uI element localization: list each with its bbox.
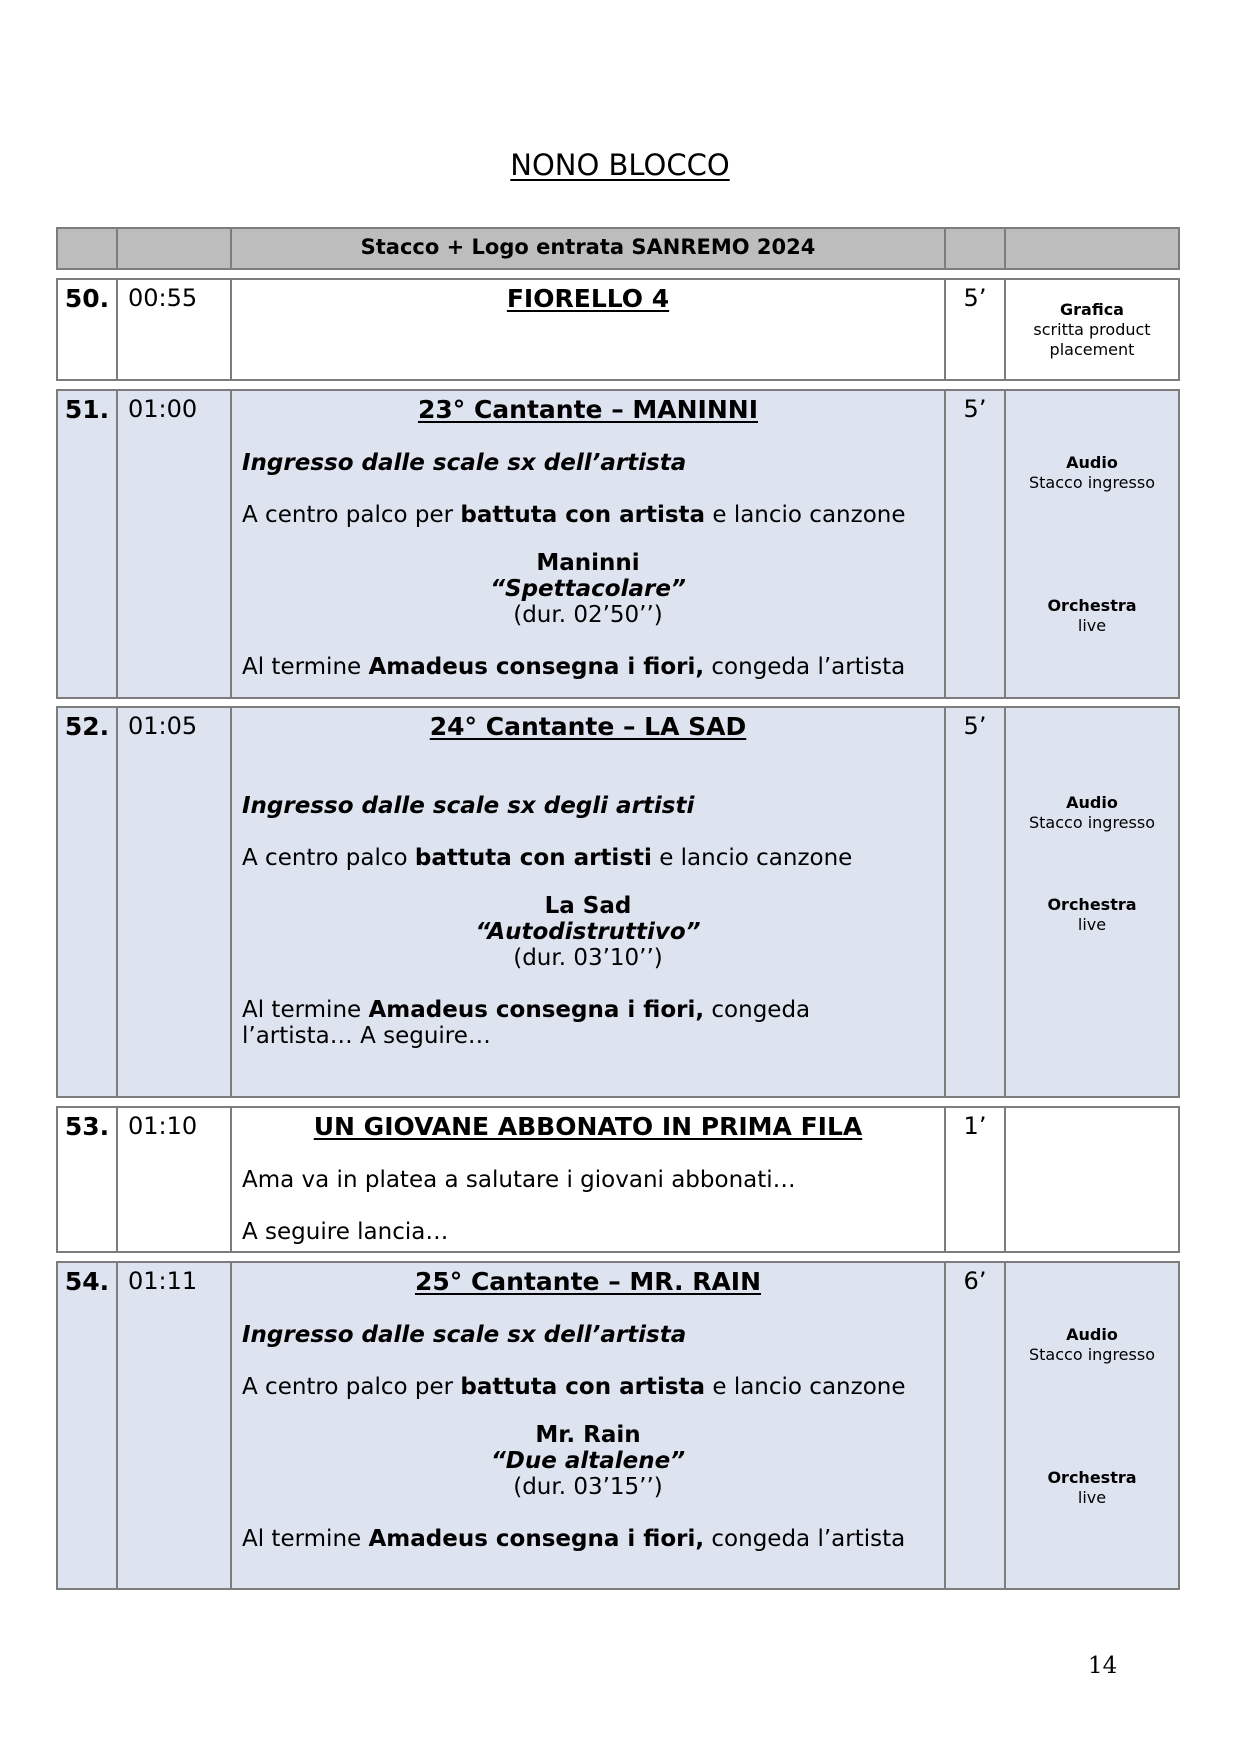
side-note-audio: Audio Stacco ingresso [1029, 453, 1155, 492]
rundown-row [56, 1261, 1180, 1590]
side-note-audio: Audio Stacco ingresso [1029, 793, 1155, 832]
row-time: 01:11 [117, 1262, 231, 1589]
row-duration: 1’ [945, 1107, 1005, 1252]
row-number: 50. [57, 279, 117, 380]
stage-note: A centro palco per battuta con artista e lancio canzone [242, 502, 906, 528]
row-duration: 5’ [945, 390, 1005, 698]
end-note: Al termine Amadeus consegna i fiori, congeda l’artista… A seguire… [242, 997, 811, 1049]
row-duration: 6’ [945, 1262, 1005, 1589]
row-duration: 5’ [945, 279, 1005, 380]
entry-note: Ingresso dalle scale sx degli artisti [242, 793, 695, 819]
rundown-row [56, 1106, 1180, 1253]
rundown-row [56, 706, 1180, 1098]
side-note-audio: Audio Stacco ingresso [1029, 1325, 1155, 1364]
side-note-orchestra: Orchestra live [1047, 1468, 1137, 1507]
row-time: 01:00 [117, 390, 231, 698]
segment-title: UN GIOVANE ABBONATO IN PRIMA FILA [313, 1112, 863, 1141]
segment-title: 24° Cantante – LA SAD [429, 712, 747, 741]
segment-note: Ama va in platea a salutare i giovani abbonati… [242, 1167, 796, 1193]
rundown-row [56, 278, 1180, 381]
segment-note: A seguire lancia… [242, 1219, 449, 1245]
side-note-orchestra: Orchestra live [1047, 895, 1137, 934]
side-note-grafica: Grafica scritta product placement [1033, 300, 1151, 359]
row-number: 52. [57, 707, 117, 1097]
segment-title: FIORELLO 4 [506, 284, 670, 313]
row-time: 01:10 [117, 1107, 231, 1252]
row-time: 01:05 [117, 707, 231, 1097]
end-note: Al termine Amadeus consegna i fiori, congeda l’artista [242, 654, 906, 680]
segment-title: 25° Cantante – MR. RAIN [414, 1267, 762, 1296]
page-number: 14 [1088, 1653, 1118, 1679]
end-note: Al termine Amadeus consegna i fiori, congeda l’artista [242, 1526, 906, 1552]
row-number: 51. [57, 390, 117, 698]
stage-note: A centro palco per battuta con artista e lancio canzone [242, 1374, 906, 1400]
block-header-row [56, 227, 1180, 270]
song-info: Maninni “Spettacolare” (dur. 02’50’’) [490, 550, 686, 628]
row-number: 53. [57, 1107, 117, 1252]
stage-note: A centro palco battuta con artisti e lancio canzone [242, 845, 853, 871]
side-note-orchestra: Orchestra live [1047, 596, 1137, 635]
entry-note: Ingresso dalle scale sx dell’artista [242, 1322, 687, 1348]
entry-note: Ingresso dalle scale sx dell’artista [242, 450, 687, 476]
song-info: La Sad “Autodistruttivo” (dur. 03’10’’) [475, 893, 701, 971]
header-label: Stacco + Logo entrata SANREMO 2024 [360, 235, 816, 259]
song-info: Mr. Rain “Due altalene” (dur. 03’15’’) [490, 1422, 686, 1500]
rundown-row [56, 389, 1180, 699]
row-number: 54. [57, 1262, 117, 1589]
page-title: NONO BLOCCO [510, 148, 730, 182]
row-duration: 5’ [945, 707, 1005, 1097]
row-time: 00:55 [117, 279, 231, 380]
segment-title: 23° Cantante – MANINNI [417, 395, 759, 424]
